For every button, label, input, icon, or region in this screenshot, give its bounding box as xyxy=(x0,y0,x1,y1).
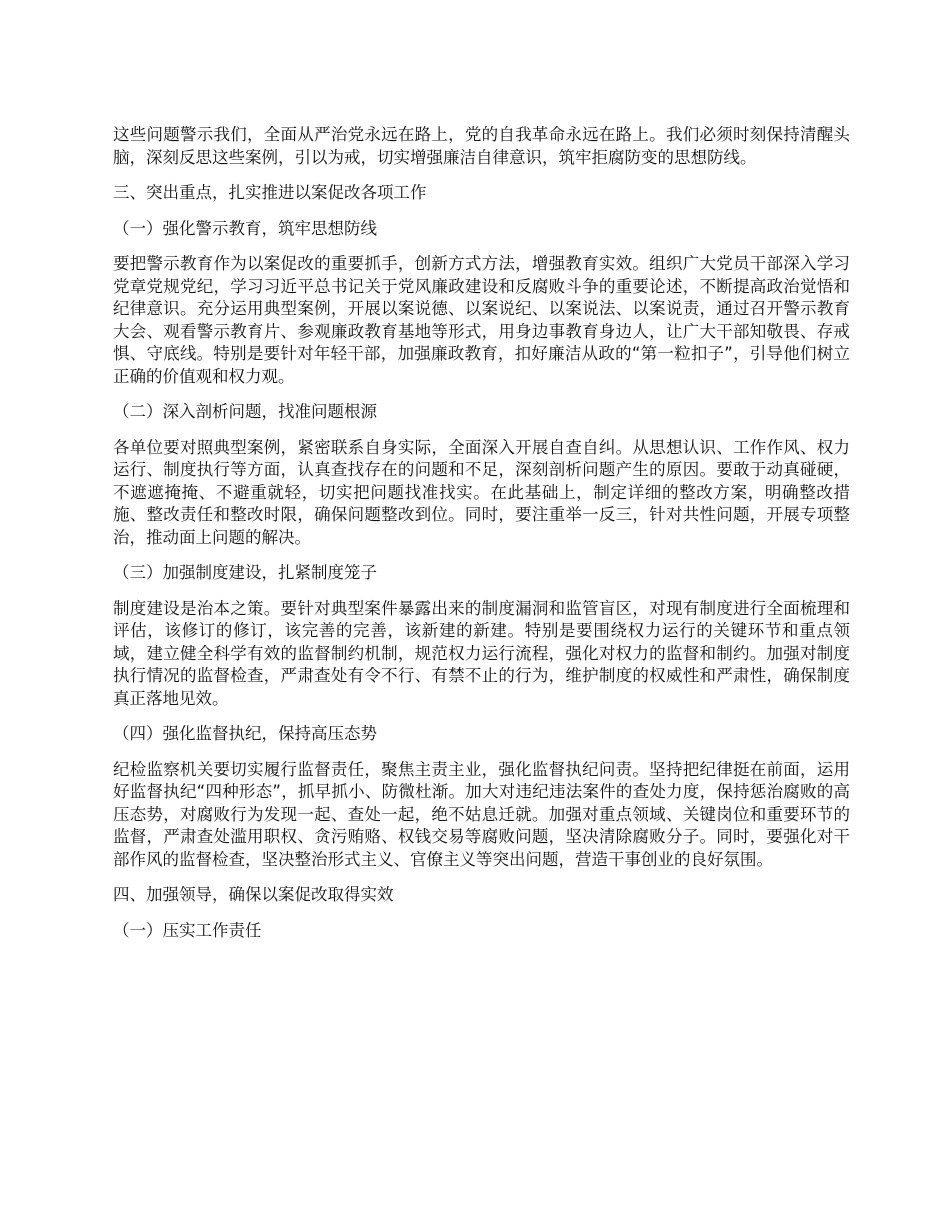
subsection-heading-1: （一）强化警示教育，筑牢思想防线 xyxy=(113,218,377,238)
subsection-heading-3: （三）加强制度建设，扎紧制度笼子 xyxy=(113,563,377,582)
section-heading-4: 四、加强领导，确保以案促改取得实效 xyxy=(113,885,394,904)
paragraph-warning-education: 要把警示教育作为以案促改的重要抓手，创新方式方法，增强教育实效。组织广大党员干部深入学习党章党规党纪，学习习近平总书记关于党风廉政建设和反腐败斗争的重要论述，不断提高政治觉悟和纪律意识。充分运用典型案例，开展以案说德、以案说纪、以案说法、以案说责，通过召开警示教育大会、观看警示教育片、参观廉政教育基地等形式，用身边事教育身边人，让广大干部知敬畏、存戒惧、守底线。特别是要针对年轻干部，加强廉政教育，扣好廉洁从政的“第一粒扣子”，引导他们树立正确的价值观和权力观。 xyxy=(113,254,850,386)
paragraph-supervision: 纪检监察机关要切实履行监督责任，聚焦主责主业，强化监督执纪问责。坚持把纪律挺在前面，运用好监督执纪“四种形态”，抓早抓小、防微杜渐。加大对违纪违法案件的查处力度，保持惩治腐败的高压态势，对腐败行为发现一起、查处一起，绝不姑息迁就。加强对重点领域、关键岗位和重要环节的监督，严肃查处滥用职权、贪污贿赂、权钱交易等腐败问题，坚决清除腐败分子。同时，要强化对干部作风的监督检查，坚决整治形式主义、官僚主义等突出问题，营造干事创业的良好氛围。 xyxy=(113,759,850,869)
subsection-heading-4: （四）强化监督执纪，保持高压态势 xyxy=(113,724,377,743)
section-heading-3: 三、突出重点，扎实推进以案促改各项工作 xyxy=(113,183,427,202)
paragraph-problem-analysis: 各单位要对照典型案例，紧密联系自身实际，全面深入开展自查自纠。从思想认识、工作作风、权力运行、制度执行等方面，认真查找存在的问题和不足，深刻剖析问题产生的原因。要敢于动真碰硬，不遮遮掩掩、不避重就轻，切实把问题找准找实。在此基础上，制定详细的整改方案，明确整改措施、整改责任和整改时限，确保问题整改到位。同时，要注重举一反三，针对共性问题，开展专项整治，推动面上问题的解决。 xyxy=(113,437,850,547)
paragraph-system-building: 制度建设是治本之策。要针对典型案件暴露出来的制度漏洞和监管盲区，对现有制度进行全面梳理和评估，该修订的修订，该完善的完善，该新建的新建。特别是要围绕权力运行的关键环节和重点领域，建立健全科学有效的监督制约机制，规范权力运行流程，强化对权力的监督和制约。加强对制度执行情况的监督检查，严肃查处有令不行、有禁不止的行为，维护制度的权威性和严肃性，确保制度真正落地见效。 xyxy=(113,598,850,708)
document-body xyxy=(113,124,850,955)
paragraph-intro: 这些问题警示我们，全面从严治党永远在路上，党的自我革命永远在路上。我们必须时刻保持清醒头脑，深刻反思这些案例，引以为戒，切实增强廉洁自律意识，筑牢拒腐防变的思想防线。 xyxy=(113,125,850,167)
subsection-heading-2: （二）深入剖析问题，找准问题根源 xyxy=(113,402,377,421)
subsection-heading-4-1: （一）压实工作责任 xyxy=(113,920,262,940)
